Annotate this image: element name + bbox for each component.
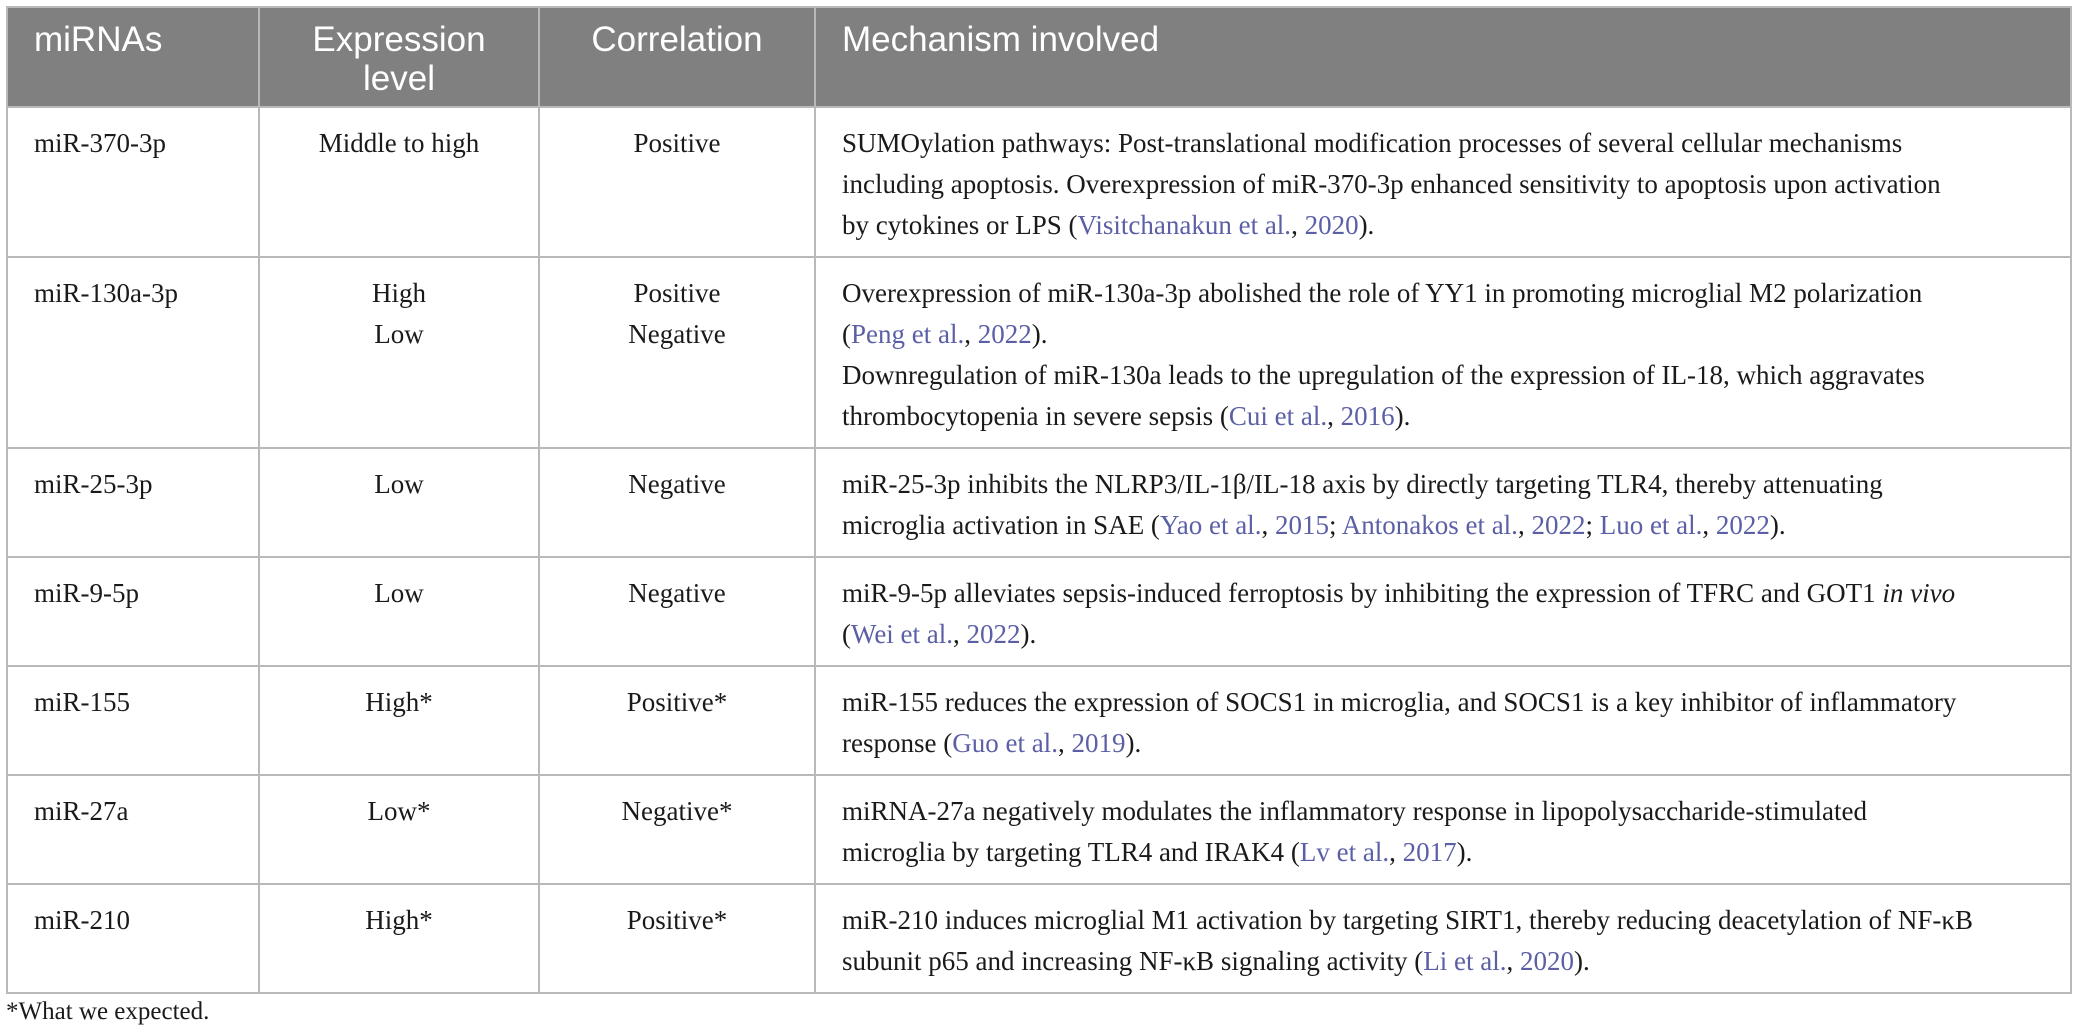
mechanism-cell [815, 666, 2071, 775]
correlation-cell-value: Negative [628, 319, 726, 349]
table-body [7, 107, 2071, 993]
mechanism-line: SUMOylation pathways: Post-translational modification processes of several cellular mechanisms [842, 128, 1903, 158]
citation-link[interactable]: 2015 [1274, 510, 1329, 540]
mechanism-cell [815, 884, 2071, 993]
mechanism-line: microglia by targeting TLR4 and IRAK4 (Lv et al., 2017). [842, 837, 1473, 867]
citation-link[interactable]: 2022 [1531, 510, 1586, 540]
correlation-cell-value: Positive* [626, 905, 728, 935]
mechanism-line: miR-9-5p alleviates sepsis-induced ferroptosis by inhibiting the expression of TFRC and GOT1 in vivo [842, 578, 1956, 608]
header-mirnas: miRNAs [7, 7, 259, 107]
correlation-cell-value: Negative* [621, 796, 733, 826]
table-row [7, 257, 2071, 448]
citation-link[interactable]: Antonakos et al. [1341, 510, 1518, 540]
mechanism-line: thrombocytopenia in severe sepsis (Cui et al., 2016). [842, 401, 1411, 431]
footnote: *What we expected. [6, 998, 210, 1025]
mechanism-cell [815, 107, 2071, 257]
correlation-cell [539, 775, 815, 884]
correlation-cell [539, 257, 815, 448]
header-row [7, 7, 2071, 107]
citation-link[interactable]: 2020 [1520, 946, 1574, 976]
table-row [7, 557, 2071, 666]
citation-link[interactable]: Visitchanakun et al. [1077, 210, 1292, 240]
expression-level-cell [259, 257, 539, 448]
correlation-cell-value: Positive* [626, 687, 728, 717]
mechanism-cell [815, 775, 2071, 884]
expression-level-cell [259, 666, 539, 775]
mechanism-cell [815, 257, 2071, 448]
expression-level-cell-value: Middle to high [318, 128, 480, 158]
citation-link[interactable]: 2017 [1402, 837, 1457, 867]
table-row [7, 107, 2071, 257]
expression-level-cell-value: High* [365, 905, 433, 935]
expression-level-cell [259, 884, 539, 993]
citation-link[interactable]: 2022 [1715, 510, 1770, 540]
expression-level-cell [259, 775, 539, 884]
mechanism-line: response (Guo et al., 2019). [842, 728, 1142, 758]
correlation-cell-value: Negative [628, 578, 726, 608]
correlation-cell-value: Negative [628, 469, 726, 499]
mirna-table [6, 6, 2072, 994]
table-container [6, 6, 2070, 994]
expression-level-cell-value: Low [374, 319, 424, 349]
mechanism-line: by cytokines or LPS (Visitchanakun et al., 2020). [842, 210, 1375, 240]
citation-link[interactable]: Lv et al. [1299, 837, 1390, 867]
expression-level-cell-value: Low* [367, 796, 431, 826]
citation-link[interactable]: Luo et al. [1599, 510, 1703, 540]
citation-link[interactable]: 2019 [1071, 728, 1126, 758]
correlation-cell [539, 884, 815, 993]
expression-level-cell-value: High* [365, 687, 433, 717]
correlation-cell [539, 448, 815, 557]
expression-level-cell-value: High [372, 278, 426, 308]
mechanism-line: subunit p65 and increasing NF-κB signaling activity (Li et al., 2020). [842, 946, 1590, 976]
expression-level-cell-value: Low [374, 578, 424, 608]
mechanism-line: microglia activation in SAE (Yao et al., 2015; Antonakos et al., 2022; Luo et al., 2022). [842, 510, 1786, 540]
citation-link[interactable]: 2016 [1340, 401, 1395, 431]
italic-text: in vivo [1882, 578, 1956, 608]
table-row [7, 775, 2071, 884]
mechanism-line: Overexpression of miR-130a-3p abolished the role of YY1 in promoting microglial M2 polarization [842, 278, 1923, 308]
citation-link[interactable]: Wei et al. [851, 619, 954, 649]
citation-link[interactable]: Yao et al. [1159, 510, 1262, 540]
mechanism-cell [815, 448, 2071, 557]
mechanism-line: miR-210 induces microglial M1 activation by targeting SIRT1, thereby reducing deacetylation of NF-κB [842, 905, 1973, 935]
header-expression-level: Expression level [259, 7, 539, 107]
mechanism-cell [815, 557, 2071, 666]
mirna-cell: miR-155 [7, 666, 259, 775]
header-correlation: Correlation [539, 7, 815, 107]
mechanism-line: Downregulation of miR-130a leads to the upregulation of the expression of IL-18, which aggravates [842, 360, 1925, 390]
mechanism-line: including apoptosis. Overexpression of miR-370-3p enhanced sensitivity to apoptosis upon activation [842, 169, 1941, 199]
correlation-cell-value: Positive [633, 278, 721, 308]
mechanism-line: (Peng et al., 2022). [842, 319, 1048, 349]
mechanism-line: miR-25-3p inhibits the NLRP3/IL-1β/IL-18 axis by directly targeting TLR4, thereby attenuating [842, 469, 1883, 499]
citation-link[interactable]: Peng et al. [851, 319, 965, 349]
citation-link[interactable]: Cui et al. [1228, 401, 1328, 431]
expression-level-cell [259, 448, 539, 557]
expression-level-cell [259, 557, 539, 666]
citation-link[interactable]: Guo et al. [952, 728, 1058, 758]
header-mechanism: Mechanism involved [815, 7, 2071, 107]
mechanism-line: (Wei et al., 2022). [842, 619, 1037, 649]
correlation-cell [539, 557, 815, 666]
mechanism-line: miR-155 reduces the expression of SOCS1 in microglia, and SOCS1 is a key inhibitor of inflammatory [842, 687, 1957, 717]
citation-link[interactable]: 2022 [977, 319, 1032, 349]
correlation-cell-value: Positive [633, 128, 721, 158]
mirna-cell: miR-370-3p [7, 107, 259, 257]
citation-link[interactable]: 2020 [1304, 210, 1359, 240]
correlation-cell [539, 107, 815, 257]
mirna-cell: miR-210 [7, 884, 259, 993]
expression-level-cell [259, 107, 539, 257]
mechanism-line: miRNA-27a negatively modulates the inflammatory response in lipopolysaccharide-stimulated [842, 796, 1867, 826]
mirna-cell: miR-130a-3p [7, 257, 259, 448]
table-row [7, 448, 2071, 557]
mirna-cell: miR-9-5p [7, 557, 259, 666]
table-row [7, 666, 2071, 775]
mirna-cell: miR-25-3p [7, 448, 259, 557]
citation-link[interactable]: Li et al. [1423, 946, 1507, 976]
table-row [7, 884, 2071, 993]
citation-link[interactable]: 2022 [966, 619, 1021, 649]
expression-level-cell-value: Low [374, 469, 424, 499]
correlation-cell [539, 666, 815, 775]
mirna-cell: miR-27a [7, 775, 259, 884]
